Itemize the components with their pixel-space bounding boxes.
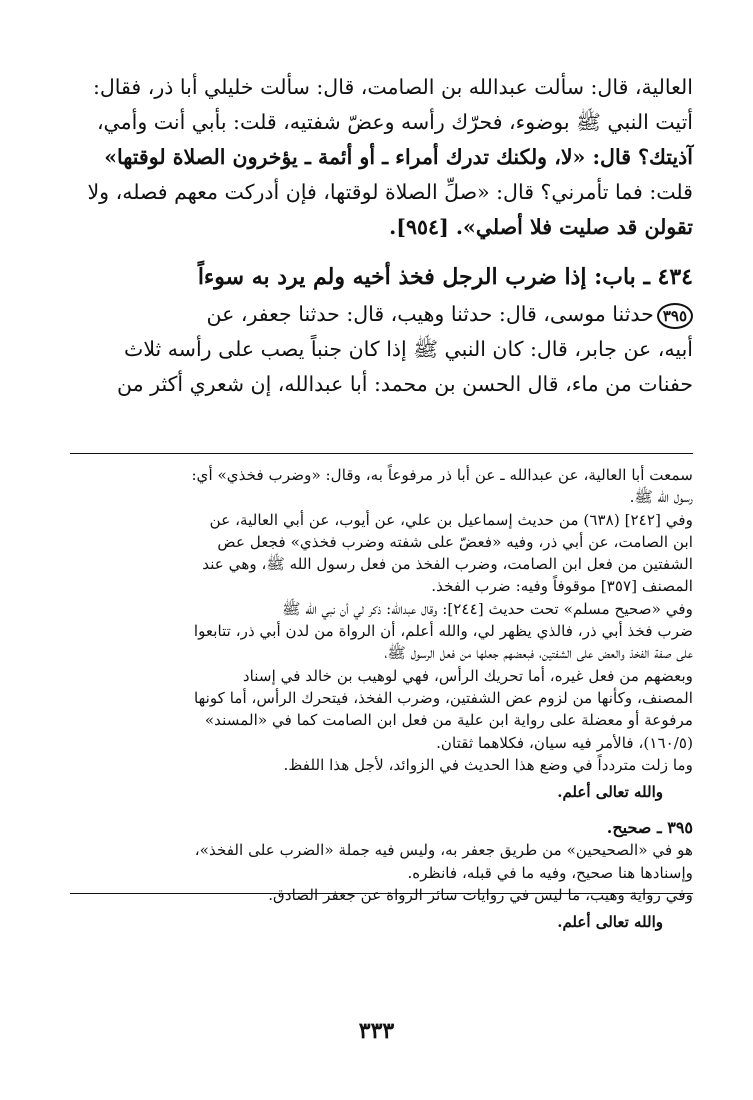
text-line: العالية، قال: سألت عبدالله بن الصامت، قال: سألت خليلي أبا ذر، فقال: [92,75,693,99]
footnote-line: على صفة الفخذ والعض على الشفتين، فبعضهم جعلها من فعل الرسول ﷺ، [384,644,693,663]
signature: والله تعالى أعلم. [557,913,663,932]
signature: والله تعالى أعلم. [557,783,663,802]
text-line: قلت: فما تأمرني؟ قال: «صلِّ الصلاة لوقتها، فإن أدركت معهم فصله، ولا [87,180,693,204]
footnote-line: الشفتين من فعل ابن الصامت، وضرب الفخذ من فعل رسول الله ﷺ، وهي عند [202,555,693,574]
footnote-line: المصنف، وكأنها من لزوم عض الشفتين، وضرب الفخذ، فيتحرك الرأس، أما كونها [193,688,693,707]
hadith-number-badge: ٣٩٥ [657,303,693,329]
text-line: تقولن قد صليت فلا أصلي». [٩٥٤]. [389,215,693,239]
footnote-line: مرفوعة أو معضلة على رواية ابن علية من فعل ابن الصامت كما في «المسند» [204,711,693,730]
footnote-line: وما زلت متردداً في وضع هذا الحديث في الزوائد، لأجل هذا اللفظ. [283,755,693,774]
footnotes [72,464,693,933]
page-number: ٣٣٣ [358,1018,395,1044]
footnote-line: هو في «الصحيحين» من طريق جعفر به، وليس فيه جملة «الضرب على الفخذ»، [194,841,693,860]
footnote-line: وإسنادها هنا صحيح، وفيه ما في قبله، فانظره. [407,863,693,882]
footnote-line: وبعضهم من فعل غيره، أما تحريك الرأس، فهي لوهيب بن خالد في إسناد [242,666,693,685]
hadith-line: أبيه، عن جابر، قال: كان النبي ﷺ إذا كان جنباً يصب على رأسه ثلاث [124,337,693,361]
footnote-divider [70,453,693,454]
footnote-line: ابن الصامت، عن أبي ذر، وفيه «فعضّ على شفته وضرب فخذي» فجعل عض [217,532,693,551]
hadith-line: حفنات من ماء، قال الحسن بن محمد: أبا عبدالله، إن شعري أكثر من [117,372,693,396]
grade-heading: ٣٩٥ ـ صحيح. [606,818,693,838]
footnote-line: ضرب فخذ أبي ذر، فالذي يظهر لي، والله أعلم، أن الرواة من لدن أبي ذر، تتابعوا [193,622,693,641]
chapter-heading: ٤٣٤ ـ باب: إذا ضرب الرجل فخذ أخيه ولم يرد به سوءاً [197,264,693,290]
footnote-line: وفي رواية وهيب، ما ليس في روايات سائر الرواة عن جعفر الصادق. [268,886,693,905]
text-line: آذيتك؟ قال: «لا، ولكنك تدرك أمراء ـ أو أئمة ـ يؤخرون الصلاة لوقتها» [104,145,693,169]
main-text [70,70,693,402]
footnote-line: وفي «صحيح مسلم» تحت حديث [٢٤٤]: وقال عبدالله: ذكر لي أن نبي الله ﷺ [282,599,693,618]
footnote-line: المصنف [٣٥٧] موقوفاً وفيه: ضرب الفخذ. [431,577,693,596]
footnote-line: سمعت أبا العالية، عن عبدالله ـ عن أبا ذر مرفوعاً به، وقال: «وضرب فخذي» أي: [191,466,693,484]
hadith-line [70,297,693,332]
grade-divider [70,893,693,894]
hadith-text: حدثنا موسى، قال: حدثنا وهيب، قال: حدثنا جعفر، عن [206,302,654,326]
text-line: أتيت النبي ﷺ بوضوء، فحرّك رأسه وعضّ شفتيه، قلت: بأبي أنت وأمي، [96,110,693,134]
footnote-line: (١٦٠/٥)، فالأمر فيه سيان، فكلاهما ثقتان. [436,733,693,752]
footnote-line: وفي [٢٤٢] (٦٣٨) من حديث إسماعيل بن علي، عن أيوب، عن أبي العالية، عن [209,510,693,529]
footnote-line: رسول الله ﷺ. [629,488,693,507]
